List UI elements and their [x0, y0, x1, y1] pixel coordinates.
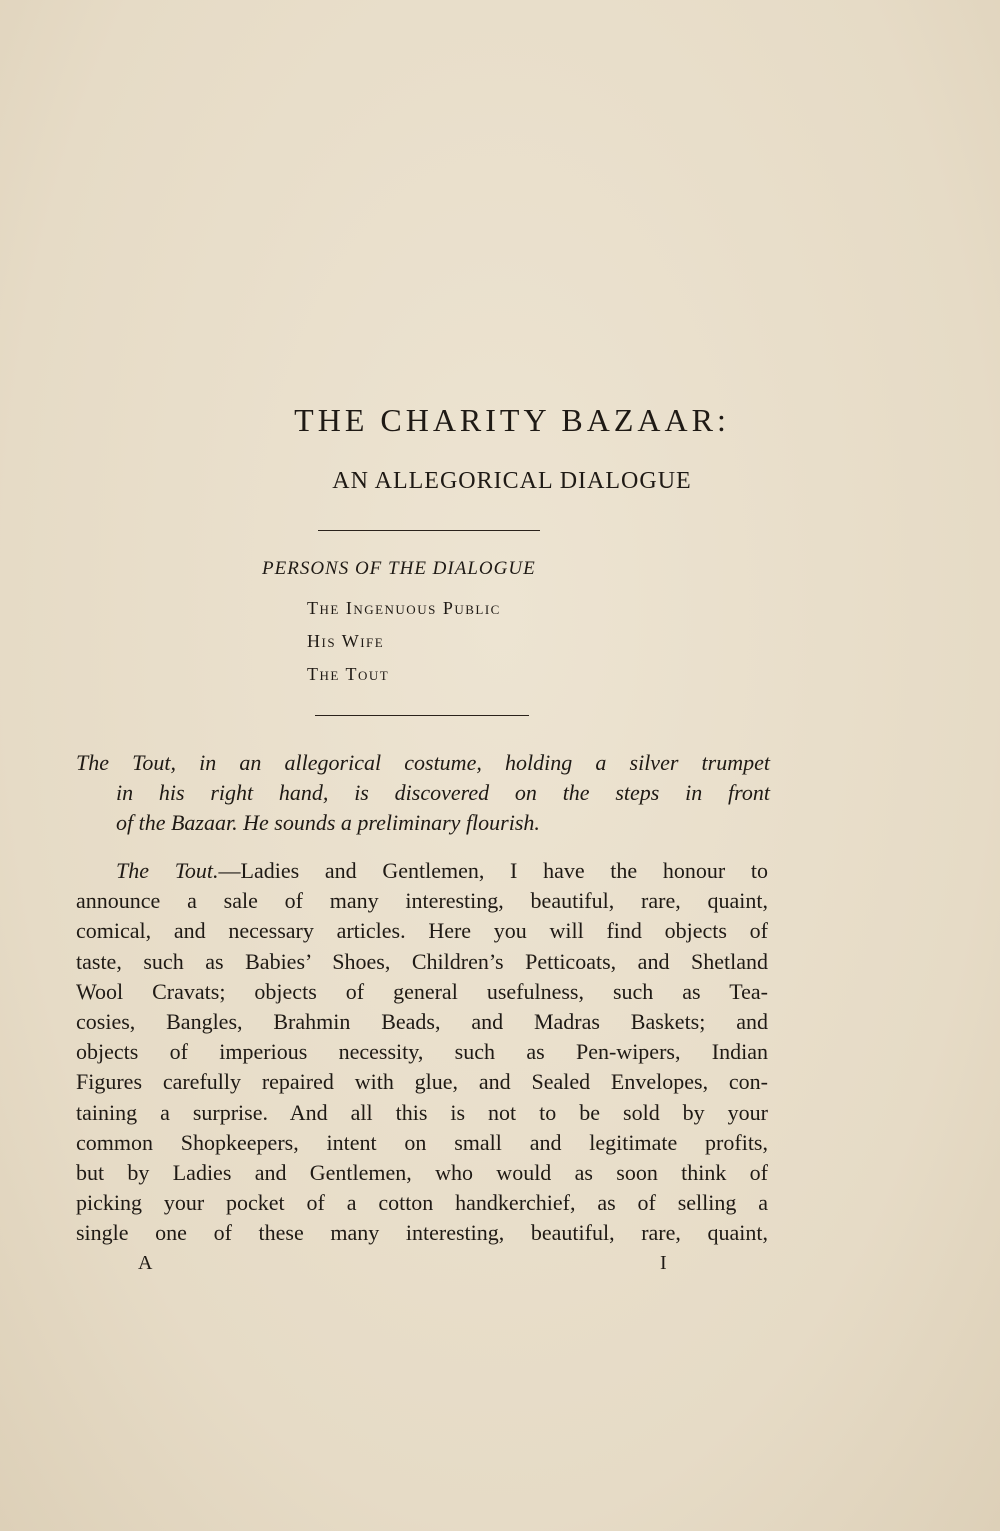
dialogue-line: but by Ladies and Gentlemen, who would as soon think of [76, 1160, 768, 1186]
dialogue-line-first [76, 856, 768, 886]
dialogue-line: cosies, Bangles, Brahmin Beads, and Madras Baskets; and [76, 1009, 768, 1035]
signature-mark: A [138, 1252, 153, 1274]
dialogue-line: Wool Cravats; objects of general usefulness, such as Tea- [76, 978, 768, 1004]
stage-direction [76, 748, 770, 838]
dialogue-line: comical, and necessary articles. Here you will find objects of [76, 918, 768, 944]
page-subtitle: AN ALLEGORICAL DIALOGUE [332, 468, 692, 494]
page-title: THE CHARITY BAZAAR: [294, 402, 730, 438]
divider-rule-bottom [315, 715, 529, 716]
persons-heading: PERSONS OF THE DIALOGUE [262, 558, 536, 579]
dialogue-line: —Ladies and Gentlemen, I have the honour to [218, 858, 768, 883]
person-the-tout: The Tout [307, 664, 390, 684]
stage-direction-line: in his right hand, is discovered on the steps in front [116, 780, 770, 805]
dialogue-line: single one of these many interesting, beautiful, rare, quaint, [76, 1220, 768, 1246]
person-his-wife: His Wife [307, 631, 385, 651]
stage-direction-line: The Tout, in an allegorical costume, holding a silver trumpet [76, 750, 770, 775]
dialogue-line: picking your pocket of a cotton handkerchief, as of selling a [76, 1190, 768, 1216]
speaker-name: The Tout. [116, 858, 219, 883]
stage-direction-line: of the Bazaar. He sounds a preliminary flourish. [116, 810, 540, 835]
divider-rule-top [318, 530, 540, 531]
dialogue-body [76, 856, 768, 1249]
dialogue-line: objects of imperious necessity, such as Pen-wipers, Indian [76, 1039, 768, 1065]
dialogue-line: taste, such as Babies’ Shoes, Children’s Petticoats, and Shetland [76, 948, 768, 974]
person-ingenuous-public: The Ingenuous Public [307, 598, 501, 618]
dialogue-line: taining a surprise. And all this is not to be sold by your [76, 1099, 768, 1125]
dialogue-line: announce a sale of many interesting, beautiful, rare, quaint, [76, 888, 768, 914]
page-number: I [660, 1252, 667, 1274]
dialogue-line: common Shopkeepers, intent on small and legitimate profits, [76, 1129, 768, 1155]
dialogue-line: Figures carefully repaired with glue, and Sealed Envelopes, con- [76, 1069, 768, 1095]
